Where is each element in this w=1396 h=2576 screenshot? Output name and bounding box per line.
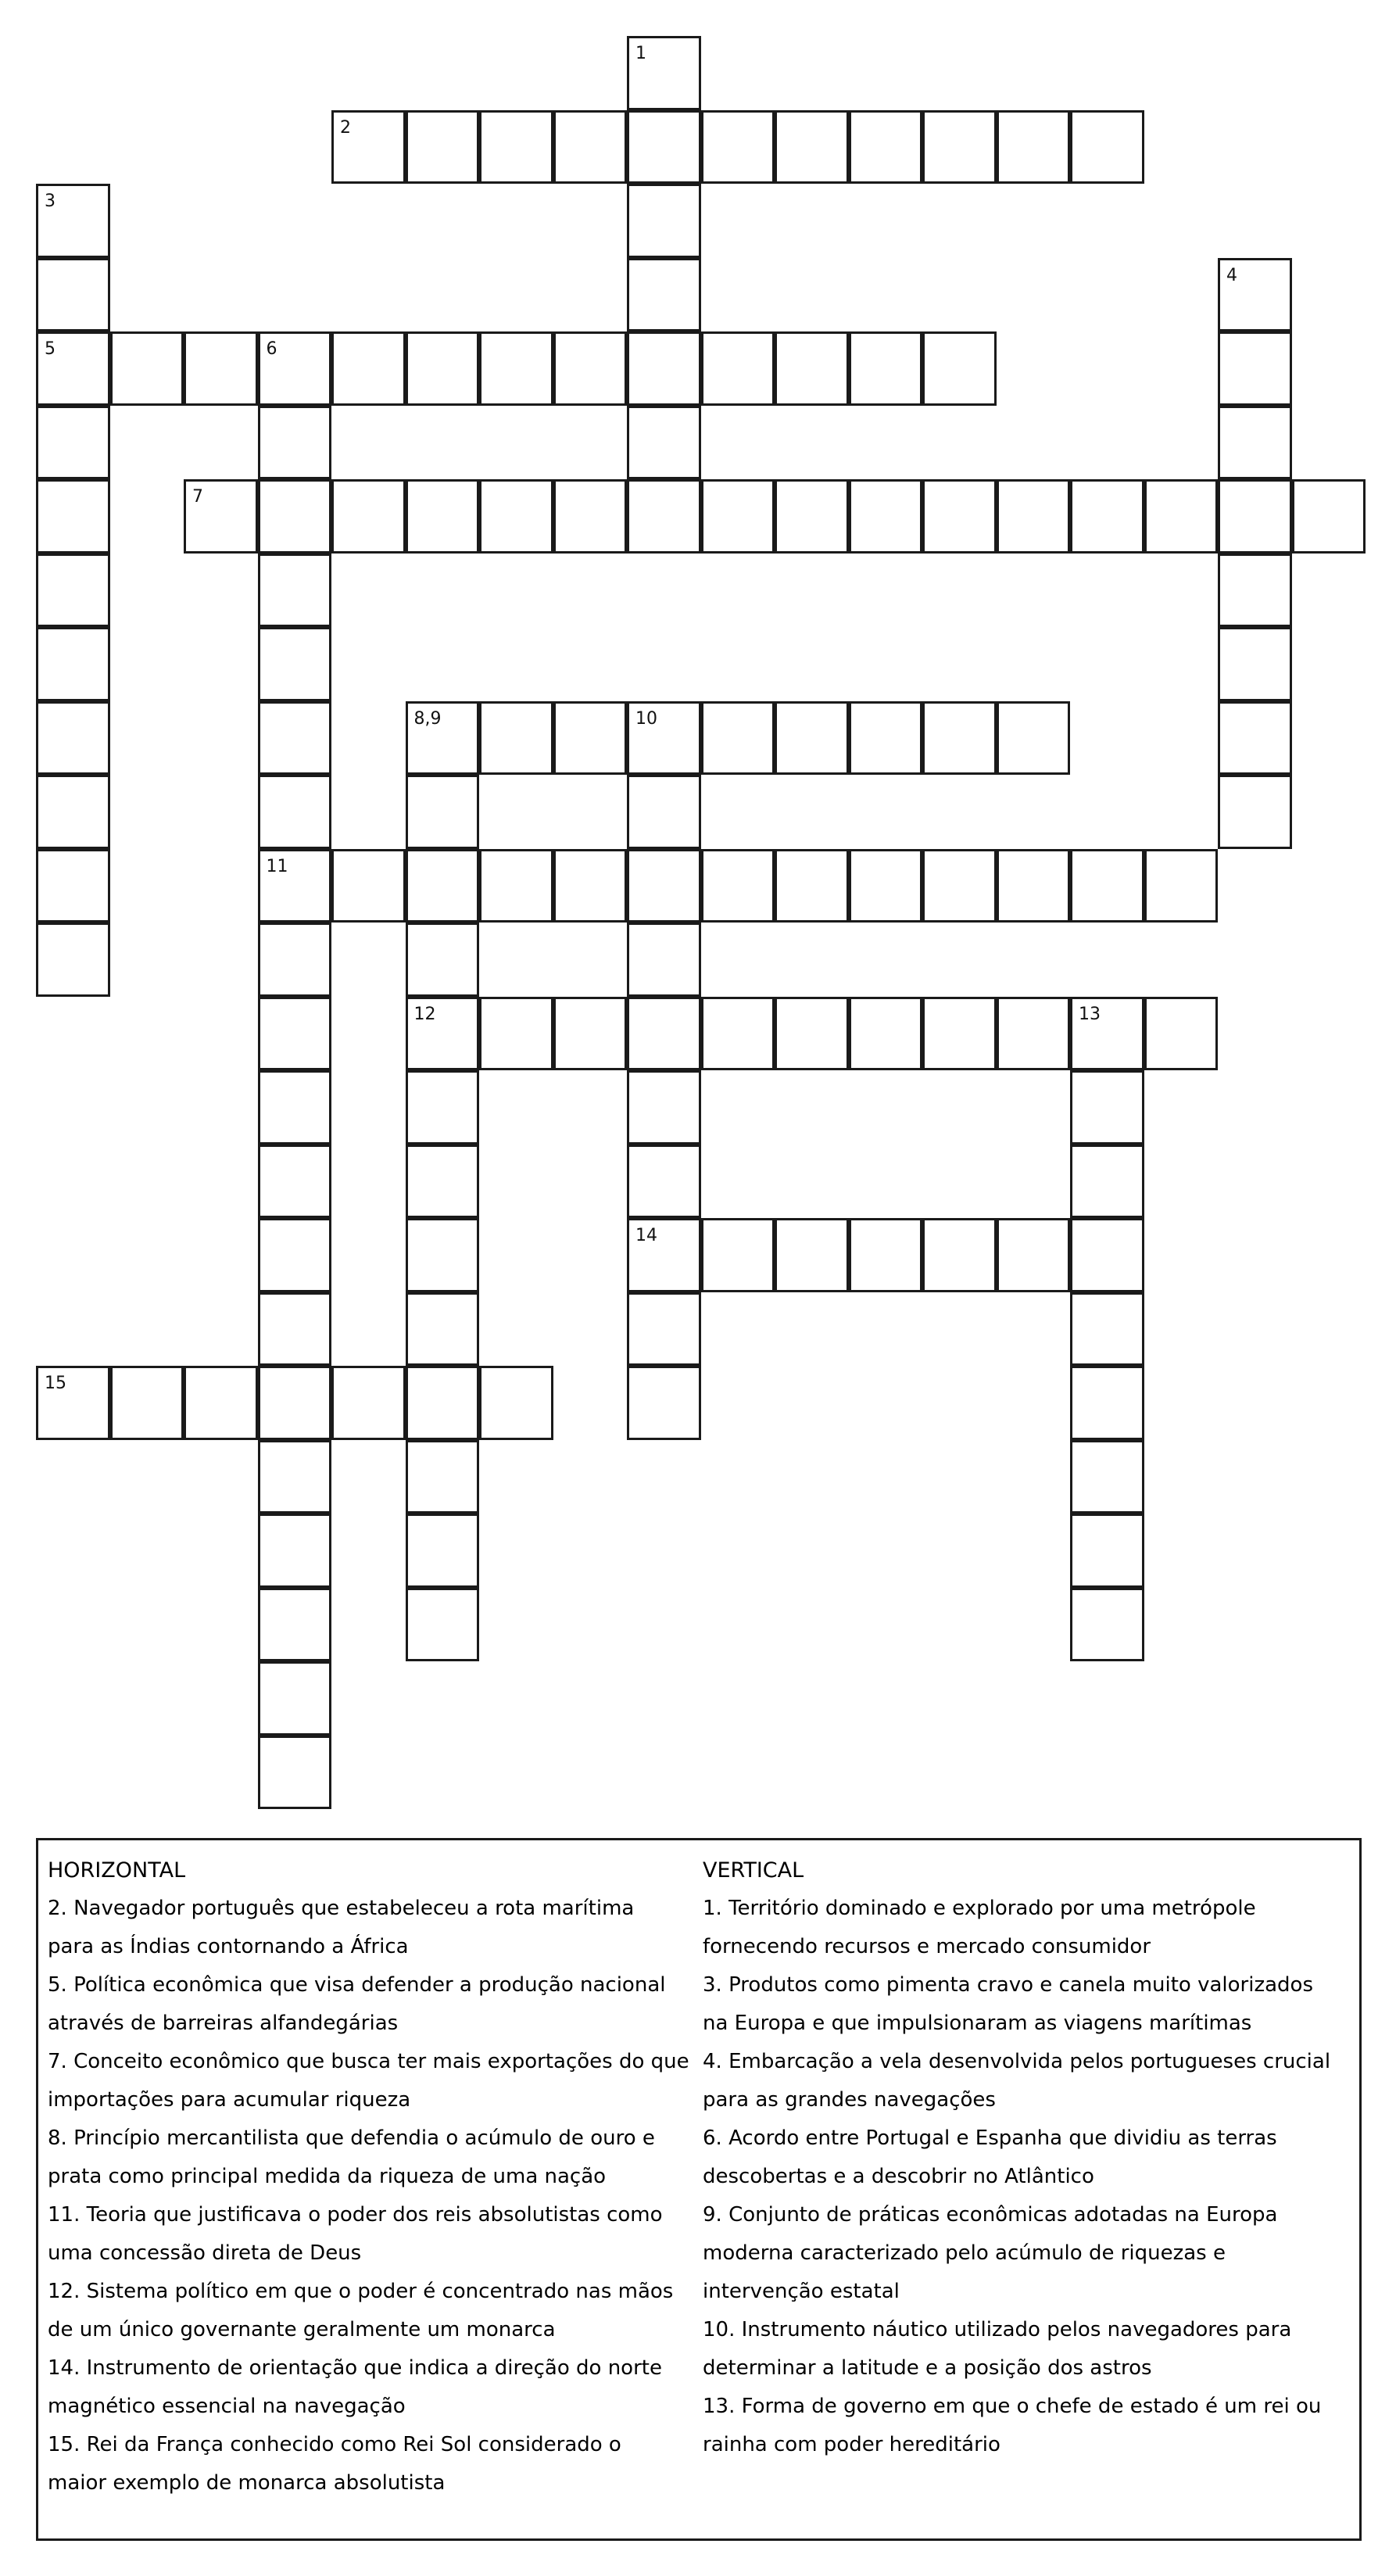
grid-cell[interactable] <box>1070 1070 1144 1145</box>
clue-text-line: 2. Navegador português que estabeleceu a rota marítima <box>48 1897 635 1920</box>
grid-cell[interactable] <box>258 1218 332 1292</box>
grid-cell[interactable] <box>922 331 997 406</box>
grid-cell[interactable] <box>1144 479 1219 554</box>
grid-cell[interactable] <box>1218 331 1292 406</box>
clue-text-line: 11. Teoria que justificava o poder dos reis absolutistas como <box>48 2203 663 2227</box>
grid-cell[interactable] <box>406 1366 480 1440</box>
clue-text-line: 4. Embarcação a vela desenvolvida pelos portugueses crucial <box>703 2050 1331 2073</box>
grid-cell[interactable] <box>258 1070 332 1145</box>
grid-cell[interactable] <box>1070 1292 1144 1367</box>
grid-cell[interactable] <box>701 331 775 406</box>
grid-cell[interactable] <box>258 1440 332 1514</box>
vertical-clue <box>703 2388 1351 2464</box>
horizontal-clues-heading: HORIZONTAL <box>48 1858 186 1883</box>
grid-cell[interactable] <box>775 479 849 554</box>
grid-cell[interactable] <box>553 701 628 776</box>
grid-cell[interactable] <box>627 110 701 185</box>
grid-cell[interactable] <box>258 627 332 701</box>
grid-cell[interactable] <box>331 1366 406 1440</box>
grid-cell[interactable] <box>997 479 1071 554</box>
grid-cell[interactable] <box>1144 997 1219 1071</box>
grid-cell[interactable] <box>922 110 997 185</box>
horizontal-clue-list <box>48 1890 696 2503</box>
clue-number: 12 <box>413 1004 436 1024</box>
grid-cell[interactable] <box>627 331 701 406</box>
vertical-clue <box>703 1890 1351 1966</box>
grid-cell[interactable] <box>553 479 628 554</box>
grid-cell[interactable] <box>36 479 110 554</box>
grid-cell[interactable] <box>258 775 332 849</box>
vertical-clue-list <box>703 1890 1351 2464</box>
grid-cell[interactable] <box>36 775 110 849</box>
clue-text-line: 9. Conjunto de práticas econômicas adotadas na Europa <box>703 2203 1278 2227</box>
grid-cell[interactable] <box>1070 1218 1144 1292</box>
grid-cell[interactable] <box>849 110 923 185</box>
grid-cell[interactable] <box>849 849 923 923</box>
clue-text-line: de um único governante geralmente um monarca <box>48 2318 556 2341</box>
grid-cell[interactable] <box>36 923 110 997</box>
grid-cell[interactable] <box>997 849 1071 923</box>
clue-text-line: 14. Instrumento de orientação que indica a direção do norte <box>48 2356 662 2380</box>
grid-cell[interactable] <box>36 258 110 332</box>
clue-number: 5 <box>45 339 55 359</box>
grid-cell[interactable] <box>1292 479 1366 554</box>
grid-cell[interactable] <box>627 1292 701 1367</box>
grid-cell[interactable] <box>406 331 480 406</box>
grid-cell[interactable] <box>406 1440 480 1514</box>
horizontal-clue <box>48 2043 696 2119</box>
grid-cell[interactable] <box>479 997 553 1071</box>
grid-cell[interactable] <box>36 701 110 776</box>
clue-number: 6 <box>266 339 277 359</box>
vertical-clue <box>703 2043 1351 2119</box>
clue-text-line: para as Índias contornando a África <box>48 1935 409 1958</box>
grid-cell[interactable] <box>849 701 923 776</box>
grid-cell[interactable] <box>258 554 332 628</box>
clue-text-line: 1. Território dominado e explorado por uma metrópole <box>703 1897 1256 1920</box>
grid-cell[interactable] <box>849 479 923 554</box>
clue-number: 7 <box>192 487 203 507</box>
clue-text-line: 12. Sistema político em que o poder é concentrado nas mãos <box>48 2280 674 2303</box>
horizontal-clue <box>48 2426 696 2503</box>
horizontal-clue <box>48 1890 696 1966</box>
clue-number: 1 <box>635 44 646 63</box>
grid-cell[interactable] <box>258 1145 332 1219</box>
clues-box <box>36 1838 1362 2541</box>
grid-cell[interactable] <box>258 1588 332 1662</box>
grid-cell[interactable] <box>922 1218 997 1292</box>
clue-number: 3 <box>45 192 55 211</box>
grid-cell[interactable] <box>627 1070 701 1145</box>
grid-cell[interactable] <box>479 331 553 406</box>
vertical-clue <box>703 2196 1351 2311</box>
grid-cell[interactable] <box>701 479 775 554</box>
grid-cell[interactable] <box>775 849 849 923</box>
clue-text-line: 7. Conceito econômico que busca ter mais exportações do que <box>48 2050 689 2073</box>
grid-cell[interactable] <box>701 701 775 776</box>
clue-number: 8,9 <box>413 708 442 729</box>
clue-text-line: na Europa e que impulsionaram as viagens marítimas <box>703 2012 1252 2035</box>
grid-cell[interactable] <box>1070 849 1144 923</box>
grid-cell[interactable] <box>479 479 553 554</box>
vertical-clues-column <box>703 1851 1351 2464</box>
grid-cell[interactable] <box>1144 849 1219 923</box>
grid-cell[interactable] <box>922 997 997 1071</box>
clue-number: 15 <box>45 1374 66 1393</box>
grid-cell[interactable] <box>553 997 628 1071</box>
horizontal-clue <box>48 2119 696 2196</box>
clue-text-line: intervenção estatal <box>703 2280 900 2303</box>
clue-text-line: 5. Política econômica que visa defender a produção nacional <box>48 1973 666 1997</box>
clue-number: 2 <box>340 117 351 138</box>
clue-text-line: uma concessão direta de Deus <box>48 2241 362 2265</box>
grid-cell[interactable] <box>701 997 775 1071</box>
vertical-clue <box>703 2311 1351 2388</box>
horizontal-clue <box>48 2273 696 2349</box>
grid-cell[interactable] <box>922 479 997 554</box>
grid-cell[interactable] <box>627 849 701 923</box>
grid-cell[interactable] <box>553 331 628 406</box>
clue-text-line: descobertas e a descobrir no Atlântico <box>703 2165 1094 2188</box>
clue-number: 13 <box>1079 1004 1101 1024</box>
grid-cell[interactable] <box>701 849 775 923</box>
grid-cell[interactable] <box>258 1736 332 1810</box>
grid-cell[interactable] <box>1070 1440 1144 1514</box>
grid-cell[interactable] <box>258 479 332 554</box>
clue-text-line: 3. Produtos como pimenta cravo e canela muito valorizados <box>703 1973 1313 1997</box>
clue-text-line: determinar a latitude e a posição dos astros <box>703 2356 1152 2380</box>
grid-cell[interactable] <box>406 923 480 997</box>
grid-cell[interactable] <box>258 701 332 776</box>
grid-cell[interactable] <box>479 849 553 923</box>
grid-cell[interactable] <box>1070 1588 1144 1662</box>
grid-cell[interactable] <box>1218 479 1292 554</box>
grid-cell[interactable] <box>1070 1514 1144 1588</box>
grid-cell[interactable] <box>922 849 997 923</box>
clue-text-line: 15. Rei da França conhecido como Rei Sol considerado o <box>48 2433 621 2456</box>
vertical-clues-heading: VERTICAL <box>703 1858 804 1883</box>
grid-cell[interactable] <box>258 923 332 997</box>
grid-cell[interactable] <box>775 997 849 1071</box>
grid-cell[interactable] <box>406 1145 480 1219</box>
clue-text-line: rainha com poder hereditário <box>703 2433 1000 2456</box>
grid-cell[interactable] <box>406 1588 480 1662</box>
clue-text-line: 8. Princípio mercantilista que defendia o acúmulo de ouro e <box>48 2126 655 2150</box>
grid-cell[interactable] <box>184 1366 258 1440</box>
grid-cell[interactable] <box>331 849 406 923</box>
grid-cell[interactable] <box>997 701 1071 776</box>
grid-cell[interactable] <box>553 849 628 923</box>
grid-cell[interactable] <box>406 110 480 185</box>
vertical-clue <box>703 1966 1351 2043</box>
grid-cell[interactable] <box>627 406 701 480</box>
grid-cell[interactable] <box>775 331 849 406</box>
grid-cell[interactable] <box>775 110 849 185</box>
grid-cell[interactable] <box>849 331 923 406</box>
clue-text-line: magnético essencial na navegação <box>48 2395 406 2418</box>
grid-cell[interactable] <box>997 110 1071 185</box>
clue-number: 14 <box>635 1226 657 1245</box>
grid-cell[interactable] <box>1218 701 1292 776</box>
grid-cell[interactable] <box>184 331 258 406</box>
grid-cell[interactable] <box>701 1218 775 1292</box>
grid-cell[interactable] <box>258 1661 332 1736</box>
grid-cell[interactable] <box>36 554 110 628</box>
grid-cell[interactable] <box>627 775 701 849</box>
horizontal-clue <box>48 1966 696 2043</box>
clue-text-line: importações para acumular riqueza <box>48 2088 411 2112</box>
grid-cell[interactable] <box>775 701 849 776</box>
grid-cell[interactable] <box>627 258 701 332</box>
grid-cell[interactable] <box>627 1145 701 1219</box>
horizontal-clue <box>48 2349 696 2426</box>
grid-cell[interactable] <box>36 627 110 701</box>
grid-cell[interactable] <box>406 1218 480 1292</box>
grid-cell[interactable] <box>701 110 775 185</box>
grid-cell[interactable] <box>627 184 701 258</box>
grid-cell[interactable] <box>775 1218 849 1292</box>
grid-cell[interactable] <box>627 479 701 554</box>
grid-cell[interactable] <box>997 997 1071 1071</box>
vertical-clue <box>703 2119 1351 2196</box>
clue-number: 4 <box>1226 265 1237 285</box>
grid-cell[interactable] <box>406 479 480 554</box>
grid-cell[interactable] <box>36 849 110 923</box>
grid-cell[interactable] <box>1218 627 1292 701</box>
grid-cell[interactable] <box>479 110 553 185</box>
clue-text-line: através de barreiras alfandegárias <box>48 2012 399 2035</box>
grid-cell[interactable] <box>258 997 332 1071</box>
clue-text-line: para as grandes navegações <box>703 2088 996 2112</box>
horizontal-clue <box>48 2196 696 2273</box>
grid-cell[interactable] <box>406 849 480 923</box>
grid-cell[interactable] <box>1070 1145 1144 1219</box>
grid-cell[interactable] <box>627 923 701 997</box>
grid-cell[interactable] <box>479 701 553 776</box>
grid-cell[interactable] <box>1218 775 1292 849</box>
grid-cell[interactable] <box>627 1366 701 1440</box>
grid-cell[interactable] <box>1218 406 1292 480</box>
clue-text-line: 10. Instrumento náutico utilizado pelos navegadores para <box>703 2318 1292 2341</box>
grid-cell[interactable] <box>849 1218 923 1292</box>
clue-text-line: fornecendo recursos e mercado consumidor <box>703 1935 1151 1958</box>
grid-cell[interactable] <box>406 1514 480 1588</box>
grid-cell[interactable] <box>1218 554 1292 628</box>
grid-cell[interactable] <box>258 1366 332 1440</box>
grid-cell[interactable] <box>36 406 110 480</box>
clue-text-line: 13. Forma de governo em que o chefe de estado é um rei ou <box>703 2395 1322 2418</box>
grid-cell[interactable] <box>849 997 923 1071</box>
grid-cell[interactable] <box>922 701 997 776</box>
grid-cell[interactable] <box>406 775 480 849</box>
grid-cell[interactable] <box>406 1070 480 1145</box>
grid-cell[interactable] <box>258 1514 332 1588</box>
grid-cell[interactable] <box>1070 1366 1144 1440</box>
grid-cell[interactable] <box>258 406 332 480</box>
grid-cell[interactable] <box>110 331 184 406</box>
grid-cell[interactable] <box>553 110 628 185</box>
grid-cell[interactable] <box>479 1366 553 1440</box>
grid-cell[interactable] <box>258 1292 332 1367</box>
horizontal-clues-column <box>48 1851 696 2503</box>
clue-text-line: maior exemplo de monarca absolutista <box>48 2471 446 2495</box>
grid-cell[interactable] <box>997 1218 1071 1292</box>
grid-cell[interactable] <box>1070 110 1144 185</box>
clue-text-line: 6. Acordo entre Portugal e Espanha que dividiu as terras <box>703 2126 1277 2150</box>
clue-text-line: prata como principal medida da riqueza de uma nação <box>48 2165 607 2188</box>
grid-cell[interactable] <box>406 1292 480 1367</box>
grid-cell[interactable] <box>627 997 701 1071</box>
clue-number: 11 <box>266 856 288 876</box>
grid-cell[interactable] <box>331 331 406 406</box>
grid-cell[interactable] <box>1070 479 1144 554</box>
grid-cell[interactable] <box>110 1366 184 1440</box>
clue-text-line: moderna caracterizado pelo acúmulo de riquezas e <box>703 2241 1226 2265</box>
grid-cell[interactable] <box>331 479 406 554</box>
clue-number: 10 <box>635 708 657 729</box>
